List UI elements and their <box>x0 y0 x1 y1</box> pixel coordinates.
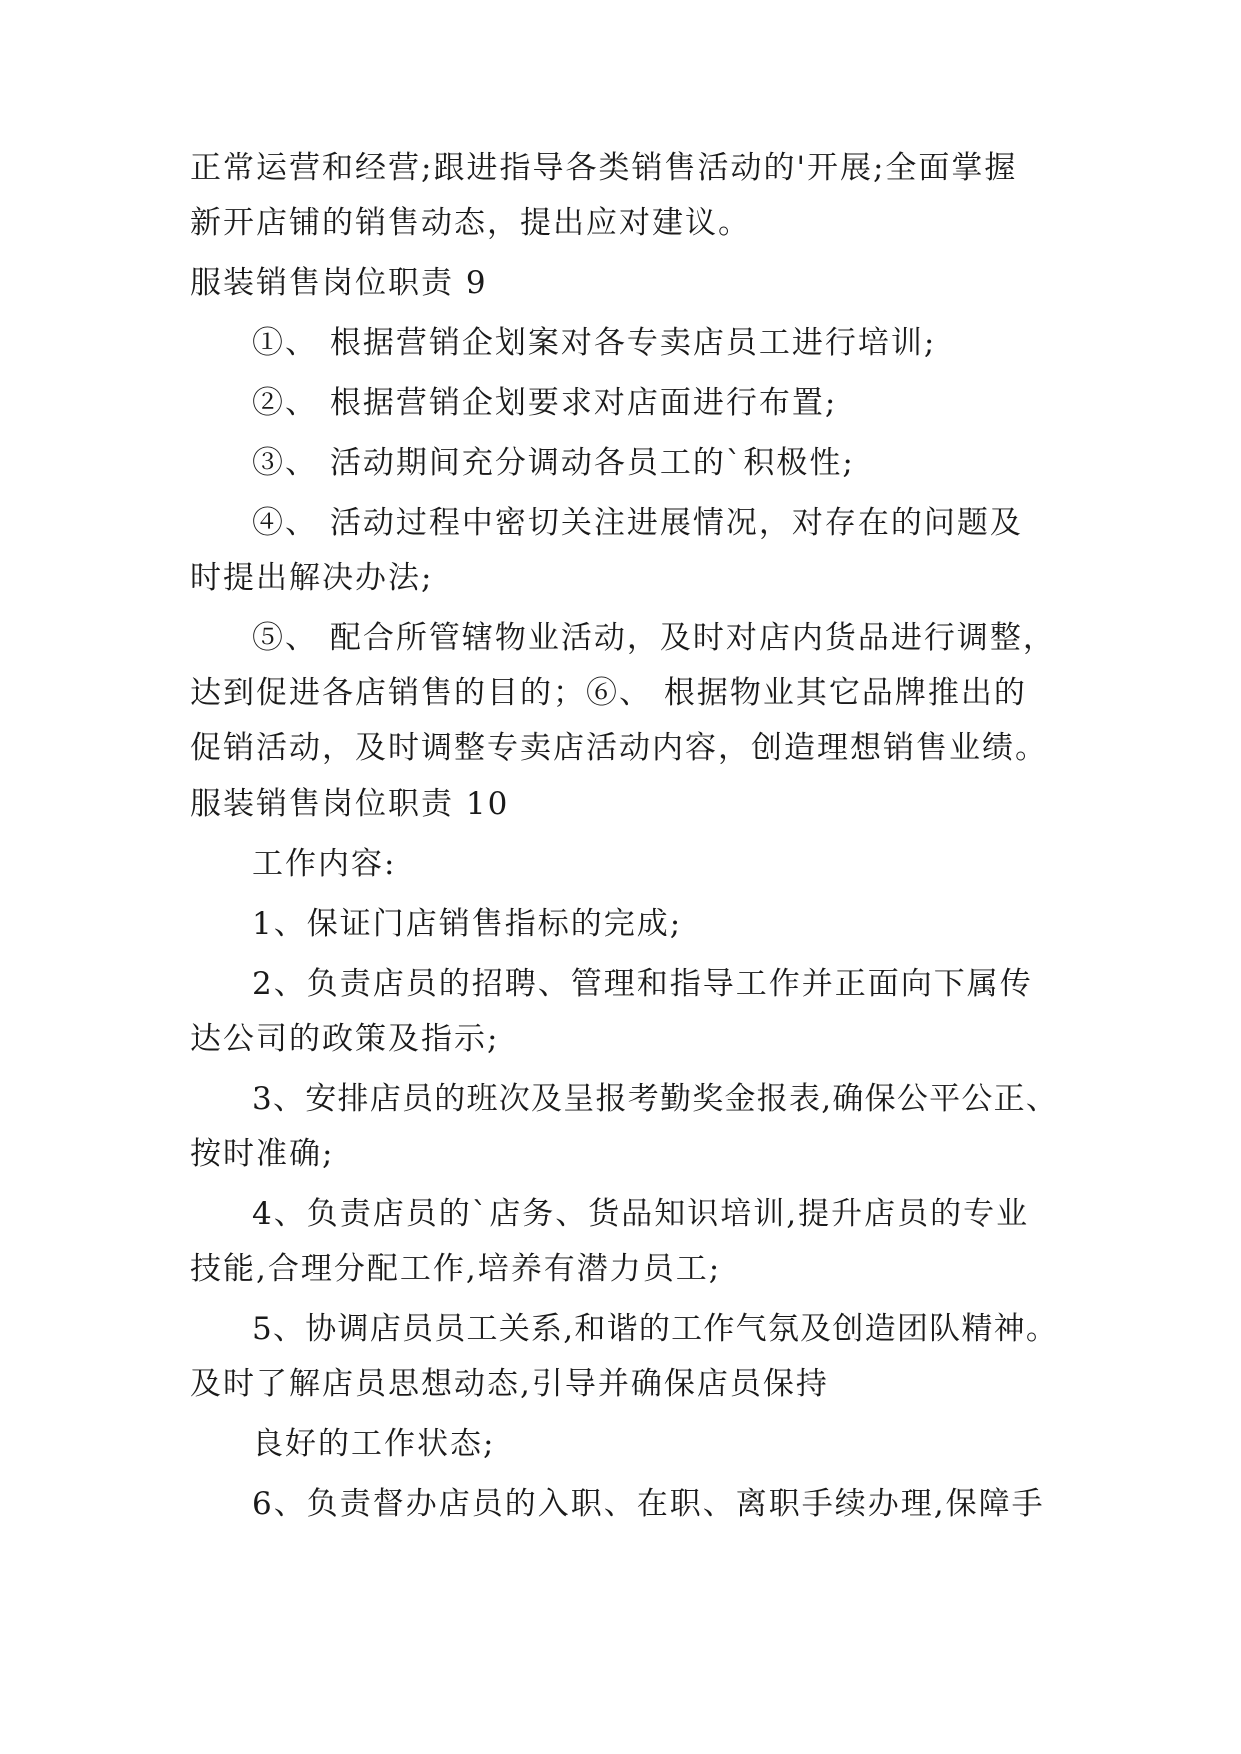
list-item: 2、负责店员的招聘、管理和指导工作并正面向下属传 <box>252 966 1033 1002</box>
text-line: 新开店铺的销售动态，提出应对建议。 <box>190 205 751 241</box>
text-line: 技能,合理分配工作,培养有潜力员工; <box>190 1251 722 1287</box>
list-item: ①、 根据营销企划案对各专卖店员工进行培训; <box>252 325 937 361</box>
text-line: 良好的工作状态; <box>252 1426 496 1462</box>
list-item: ②、 根据营销企划要求对店面进行布置; <box>252 385 838 421</box>
list-item: 3、安排店员的班次及呈报考勤奖金报表,确保公平公正、 <box>252 1081 1059 1117</box>
text-line: 达到促进各店销售的目的；⑥、 根据物业其它品牌推出的 <box>190 675 1027 711</box>
text-line: 及时了解店员思想动态,引导并确保店员保持 <box>190 1366 829 1402</box>
text-line: 达公司的政策及指示; <box>190 1021 500 1057</box>
section-heading: 服装销售岗位职责 9 <box>190 265 488 301</box>
list-item: ④、 活动过程中密切关注进展情况，对存在的问题及 <box>252 505 1023 541</box>
list-item: 5、协调店员员工关系,和谐的工作气氛及创造团队精神。 <box>252 1311 1059 1347</box>
list-item: ③、 活动期间充分调动各员工的`积极性; <box>252 445 855 481</box>
list-item: 1、保证门店销售指标的完成; <box>252 906 683 942</box>
list-item: ⑤、 配合所管辖物业活动，及时对店内货品进行调整， <box>252 620 1056 656</box>
text-line: 按时准确; <box>190 1136 335 1172</box>
text-line: 促销活动，及时调整专卖店活动内容，创造理想销售业绩。 <box>190 730 1048 766</box>
list-item: 6、负责督办店员的入职、在职、离职手续办理,保障手 <box>252 1486 1045 1522</box>
text-line: 工作内容: <box>252 846 397 882</box>
section-heading: 服装销售岗位职责 10 <box>190 786 510 822</box>
text-line: 正常运营和经营;跟进指导各类销售活动的'开展;全面掌握 <box>190 150 1018 186</box>
list-item: 4、负责店员的`店务、货品知识培训,提升店员的专业 <box>252 1196 1030 1232</box>
text-line: 时提出解决办法; <box>190 560 434 596</box>
